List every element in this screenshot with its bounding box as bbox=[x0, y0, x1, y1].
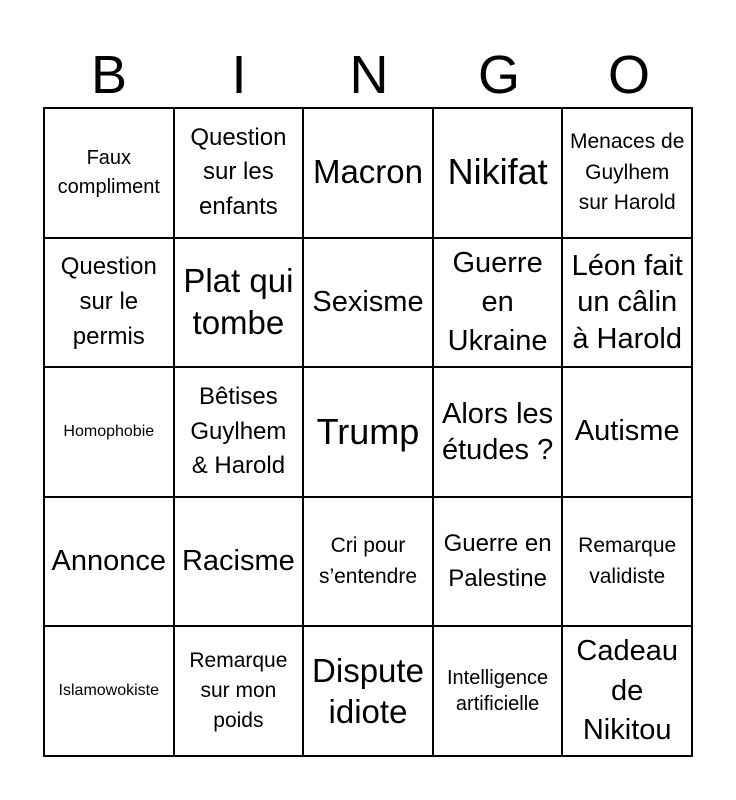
cell-label: Menaces de Guylhem sur Harold bbox=[569, 130, 685, 215]
bingo-cell[interactable] bbox=[174, 367, 304, 497]
cell-label: Guerre en Palestine bbox=[443, 529, 552, 592]
bingo-cell[interactable] bbox=[433, 497, 563, 627]
bingo-cell[interactable] bbox=[44, 497, 174, 627]
bingo-cell[interactable] bbox=[174, 108, 304, 238]
cell-label: Question sur le permis bbox=[60, 253, 157, 350]
cell-label: Sexisme bbox=[312, 285, 424, 318]
header-letter-i: I bbox=[231, 45, 247, 105]
cell-label: Macron bbox=[312, 153, 424, 191]
bingo-cell[interactable] bbox=[433, 108, 563, 238]
bingo-cell[interactable] bbox=[174, 238, 304, 368]
cell-label: Autisme bbox=[574, 415, 680, 448]
bingo-cell[interactable] bbox=[303, 238, 433, 368]
bingo-cell[interactable] bbox=[174, 626, 304, 756]
cell-label: Guerre en Ukraine bbox=[447, 246, 548, 357]
cell-label: Homophobie bbox=[63, 422, 155, 440]
bingo-cell[interactable] bbox=[44, 626, 174, 756]
cell-label: Cri pour s’entendre bbox=[318, 534, 418, 588]
cell-label: Intelligence artificielle bbox=[447, 667, 549, 716]
cell-label: Islamowokiste bbox=[58, 681, 160, 699]
bingo-cell[interactable] bbox=[44, 238, 174, 368]
bingo-cell[interactable] bbox=[303, 367, 433, 497]
bingo-cell[interactable] bbox=[303, 626, 433, 756]
cell-label: Nikifat bbox=[447, 151, 548, 193]
bingo-header bbox=[44, 40, 694, 110]
bingo-cell[interactable] bbox=[433, 626, 563, 756]
header-letter-b: B bbox=[90, 45, 128, 105]
bingo-cell[interactable] bbox=[562, 497, 692, 627]
bingo-cell[interactable] bbox=[562, 367, 692, 497]
cell-label: Cadeau de Nikitou bbox=[576, 635, 678, 746]
cell-label: Remarque validiste bbox=[578, 534, 677, 588]
cell-label: Dispute idiote bbox=[312, 651, 424, 731]
bingo-cell[interactable] bbox=[562, 626, 692, 756]
bingo-cell[interactable] bbox=[174, 497, 304, 627]
cell-label: Question sur les enfants bbox=[190, 123, 287, 221]
bingo-cell[interactable] bbox=[562, 238, 692, 368]
header-letter-n: N bbox=[349, 45, 389, 105]
cell-label: Faux compliment bbox=[57, 146, 160, 198]
cell-label: Remarque sur mon poids bbox=[189, 648, 288, 733]
bingo-cell[interactable] bbox=[562, 108, 692, 238]
header-letter-o: O bbox=[607, 45, 650, 105]
cell-label: Alors les études ? bbox=[441, 397, 554, 466]
bingo-cell[interactable] bbox=[433, 238, 563, 368]
cell-label: Racisme bbox=[181, 545, 295, 578]
bingo-card bbox=[43, 107, 693, 757]
bingo-cell[interactable] bbox=[44, 367, 174, 497]
bingo-cell[interactable] bbox=[433, 367, 563, 497]
bingo-cell[interactable] bbox=[303, 108, 433, 238]
cell-label: Bêtises Guylhem & Harold bbox=[190, 382, 287, 480]
cell-label: Annonce bbox=[51, 545, 167, 578]
bingo-cell[interactable] bbox=[303, 497, 433, 627]
cell-label: Trump bbox=[316, 410, 420, 452]
cell-label: Léon fait un câlin à Harold bbox=[571, 250, 683, 355]
cell-label: Plat qui tombe bbox=[183, 261, 294, 342]
header-letter-g: G bbox=[477, 45, 520, 105]
bingo-cell[interactable] bbox=[44, 108, 174, 238]
